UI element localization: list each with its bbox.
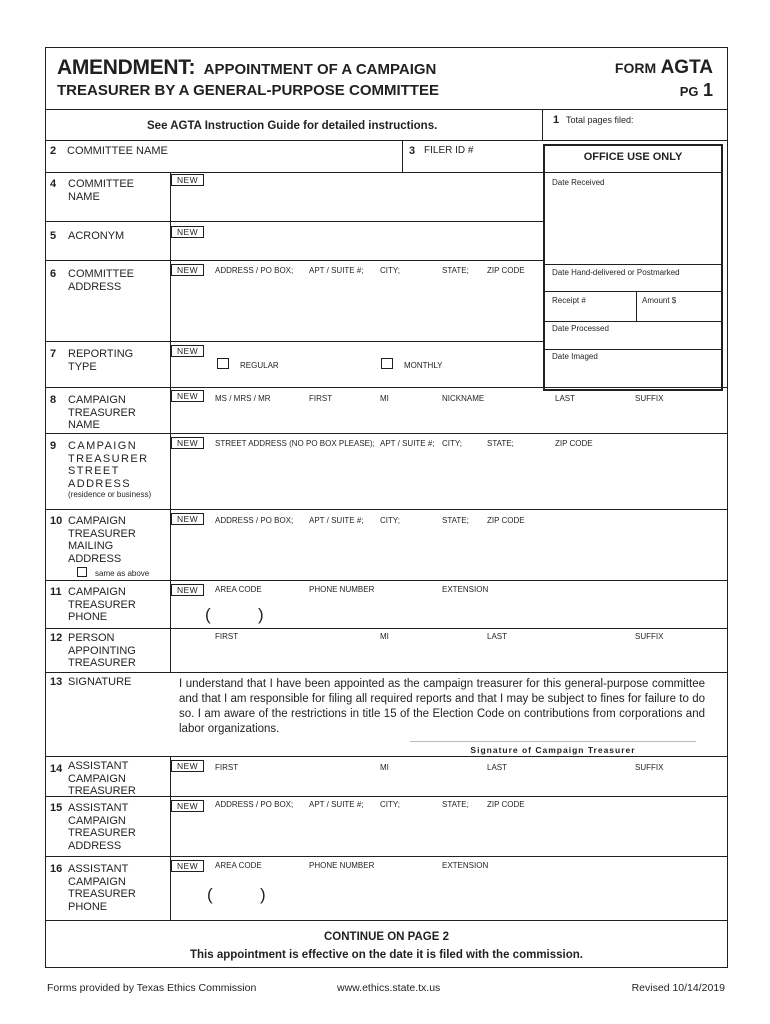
first-sublabel: FIRST <box>215 763 239 772</box>
pg-num: 1 <box>702 80 713 100</box>
ms-sublabel: MS / MRS / MR <box>215 394 271 403</box>
row7-num: 7 <box>50 348 57 360</box>
date-hand-label: Date Hand-delivered or Postmarked <box>552 268 680 277</box>
state-sublabel: STATE; <box>442 800 469 809</box>
row8-label: CAMPAIGN TREASURER NAME <box>68 394 136 431</box>
row6-label: COMMITTEE ADDRESS <box>68 268 134 293</box>
row6-num: 6 <box>50 268 57 280</box>
nickname-sublabel: NICKNAME <box>442 394 485 403</box>
divider <box>45 221 543 222</box>
mi-sublabel: MI <box>380 632 389 641</box>
assistant-address-input[interactable] <box>206 812 724 854</box>
mi-sublabel: MI <box>380 394 389 403</box>
field1-num: 1 <box>553 114 560 126</box>
row14-label: ASSISTANT CAMPAIGN TREASURER <box>68 760 136 797</box>
row4-label: COMMITTEE NAME <box>68 178 134 203</box>
row16-new-box[interactable]: NEW <box>171 860 204 872</box>
row7-label: REPORTING TYPE <box>68 348 134 373</box>
divider <box>545 349 721 350</box>
first-sublabel: FIRST <box>309 394 333 403</box>
mi-sublabel: MI <box>380 763 389 772</box>
effective-notice: This appointment is effective on the date it is filed with the commission. <box>190 949 583 961</box>
area-code-sublabel: AREA CODE <box>215 861 262 870</box>
signature-line <box>410 741 696 742</box>
area-code-close-paren: ) <box>258 605 264 624</box>
treasurer-statement: I understand that I have been appointed as the campaign treasurer for this general-purpose committee and that I am responsible for filing all required reports and that I may be subject to fines for failure to do so. I am aware of the restrictions in title 15 of the Election Code on contributions from corporations and labor organizations. <box>179 678 705 735</box>
label-column-divider <box>170 172 171 672</box>
monthly-checkbox[interactable] <box>381 358 393 369</box>
row4-num: 4 <box>50 178 57 190</box>
suffix-sublabel: SUFFIX <box>635 632 664 641</box>
state-sublabel: STATE; <box>442 516 469 525</box>
treasurer-name-input[interactable] <box>206 405 724 431</box>
apt-sublabel: APT / SUITE #; <box>380 439 435 448</box>
divider <box>402 140 403 172</box>
row15-label: ASSISTANT CAMPAIGN TREASURER ADDRESS <box>68 802 136 852</box>
divider <box>545 172 721 173</box>
address-sublabel: ADDRESS / PO BOX; <box>215 800 294 809</box>
row15-new-box[interactable]: NEW <box>171 800 204 812</box>
row10-label: CAMPAIGN TREASURER MAILING ADDRESS <box>68 515 136 565</box>
regular-checkbox[interactable] <box>217 358 229 369</box>
row9-num: 9 <box>50 440 57 452</box>
divider <box>45 920 728 921</box>
receipt-label: Receipt # <box>552 296 586 305</box>
field3-num: 3 <box>409 145 416 157</box>
page-number <box>680 80 713 101</box>
committee-address-input[interactable] <box>206 278 540 338</box>
divider <box>45 796 728 797</box>
city-sublabel: CITY; <box>380 516 400 525</box>
row11-num: 11 <box>50 586 62 598</box>
filer-id-input[interactable] <box>404 158 540 171</box>
field2-label: COMMITTEE NAME <box>67 145 168 157</box>
row5-new-box[interactable]: NEW <box>171 226 204 238</box>
divider <box>45 672 728 673</box>
state-sublabel: STATE; <box>442 266 469 275</box>
suffix-sublabel: SUFFIX <box>635 763 664 772</box>
residence-note: (residence or business) <box>68 490 152 499</box>
row13-label: SIGNATURE <box>68 676 132 688</box>
row11-new-box[interactable]: NEW <box>171 584 204 596</box>
state-sublabel: STATE; <box>487 439 514 448</box>
treasurer-mailing-input[interactable] <box>206 528 724 578</box>
footer-provided: Forms provided by Texas Ethics Commission <box>47 982 257 994</box>
last-sublabel: LAST <box>487 763 508 772</box>
street-sublabel: STREET ADDRESS (NO PO BOX PLEASE); <box>215 439 375 448</box>
pg-word: PG <box>679 84 699 99</box>
header-divider <box>45 109 728 110</box>
row13-num: 13 <box>50 676 63 688</box>
zip-sublabel: ZIP CODE <box>487 516 525 525</box>
extension-sublabel: EXTENSION <box>442 861 489 870</box>
treasurer-phone-input[interactable] <box>213 600 724 626</box>
date-received-label: Date Received <box>552 178 605 187</box>
field2-num: 2 <box>50 145 57 157</box>
divider <box>45 260 543 261</box>
assistant-phone-input[interactable] <box>215 880 724 916</box>
form-code-value: AGTA <box>660 57 713 78</box>
city-sublabel: CITY; <box>380 800 400 809</box>
instructions-text: See AGTA Instruction Guide for detailed instructions. <box>147 120 438 132</box>
treasurer-street-input[interactable] <box>206 452 724 506</box>
row9-label: CAMPAIGN TREASURER STREET ADDRESS <box>68 440 149 490</box>
field1-label: Total pages filed: <box>566 115 634 125</box>
office-use-title: OFFICE USE ONLY <box>583 151 683 163</box>
apt-sublabel: APT / SUITE #; <box>309 800 364 809</box>
row5-label: ACRONYM <box>68 230 125 242</box>
monthly-label: MONTHLY <box>404 361 443 370</box>
row10-new-box[interactable]: NEW <box>171 513 204 525</box>
assistant-name-input[interactable] <box>206 774 724 794</box>
committee-name-new-input[interactable] <box>206 175 540 219</box>
divider <box>636 291 637 321</box>
appointing-person-input[interactable] <box>206 643 724 669</box>
acronym-input[interactable] <box>206 224 540 258</box>
row8-new-box[interactable]: NEW <box>171 390 204 402</box>
row12-label: PERSON APPOINTING TREASURER <box>68 632 136 669</box>
row10-num: 10 <box>50 515 63 527</box>
title-line2: TREASURER BY A GENERAL-PURPOSE COMMITTEE <box>57 82 439 99</box>
row7-new-box[interactable]: NEW <box>171 345 204 357</box>
zip-sublabel: ZIP CODE <box>555 439 593 448</box>
row11-label: CAMPAIGN TREASURER PHONE <box>68 586 136 623</box>
amount-label: Amount $ <box>642 296 677 305</box>
row14-num: 14 <box>50 763 63 775</box>
divider <box>45 341 543 342</box>
row5-num: 5 <box>50 230 57 242</box>
divider <box>45 433 728 434</box>
row15-num: 15 <box>50 802 63 814</box>
row6-new-box[interactable]: NEW <box>171 264 204 276</box>
same-as-above-checkbox[interactable] <box>77 567 87 577</box>
divider <box>45 756 728 757</box>
divider <box>45 509 728 510</box>
regular-label: REGULAR <box>240 361 279 370</box>
divider <box>45 387 728 388</box>
area-code-open-paren: ( <box>207 885 213 904</box>
date-imaged-label: Date Imaged <box>552 352 598 361</box>
last-sublabel: LAST <box>555 394 576 403</box>
footer-website[interactable]: www.ethics.state.tx.us <box>337 982 441 994</box>
title-amendment: AMENDMENT: <box>57 56 196 79</box>
date-processed-label: Date Processed <box>552 324 609 333</box>
last-sublabel: LAST <box>487 632 508 641</box>
city-sublabel: CITY; <box>380 266 400 275</box>
row16-num: 16 <box>50 863 63 875</box>
field3-label: FILER ID # <box>424 145 474 156</box>
suffix-sublabel: SUFFIX <box>635 394 664 403</box>
divider <box>545 291 721 292</box>
form-code <box>615 57 713 79</box>
first-sublabel: FIRST <box>215 632 239 641</box>
signature-caption: Signature of Campaign Treasurer <box>470 745 636 755</box>
footer-revised: Revised 10/14/2019 <box>631 982 725 994</box>
phone-sublabel: PHONE NUMBER <box>309 585 375 594</box>
area-code-open-paren: ( <box>205 605 211 624</box>
divider <box>45 856 728 857</box>
area-code-sublabel: AREA CODE <box>215 585 262 594</box>
committee-name-input[interactable] <box>170 141 400 171</box>
row12-num: 12 <box>50 632 63 644</box>
total-pages-input[interactable] <box>543 125 727 139</box>
divider <box>45 628 728 629</box>
title-rest: APPOINTMENT OF A CAMPAIGN <box>203 61 437 78</box>
label-column-divider <box>170 756 171 920</box>
address-sublabel: ADDRESS / PO BOX; <box>215 266 294 275</box>
row4-new-box[interactable]: NEW <box>171 174 204 186</box>
area-code-close-paren: ) <box>260 885 266 904</box>
form-word: FORM <box>614 60 657 76</box>
apt-sublabel: APT / SUITE #; <box>309 266 364 275</box>
divider <box>45 172 543 173</box>
divider <box>545 264 721 265</box>
phone-sublabel: PHONE NUMBER <box>309 861 375 870</box>
same-as-above-label: same as above <box>95 569 150 578</box>
divider <box>545 321 721 322</box>
zip-sublabel: ZIP CODE <box>487 266 525 275</box>
address-sublabel: ADDRESS / PO BOX; <box>215 516 294 525</box>
zip-sublabel: ZIP CODE <box>487 800 525 809</box>
form-title <box>57 56 436 80</box>
row8-num: 8 <box>50 394 57 406</box>
continue-notice: CONTINUE ON PAGE 2 <box>323 931 450 943</box>
row16-label: ASSISTANT CAMPAIGN TREASURER PHONE <box>68 863 136 913</box>
divider <box>45 580 728 581</box>
apt-sublabel: APT / SUITE #; <box>309 516 364 525</box>
row9-new-box[interactable]: NEW <box>171 437 204 449</box>
row14-new-box[interactable]: NEW <box>171 760 204 772</box>
city-sublabel: CITY; <box>442 439 462 448</box>
extension-sublabel: EXTENSION <box>442 585 489 594</box>
signature-input[interactable] <box>410 715 696 741</box>
